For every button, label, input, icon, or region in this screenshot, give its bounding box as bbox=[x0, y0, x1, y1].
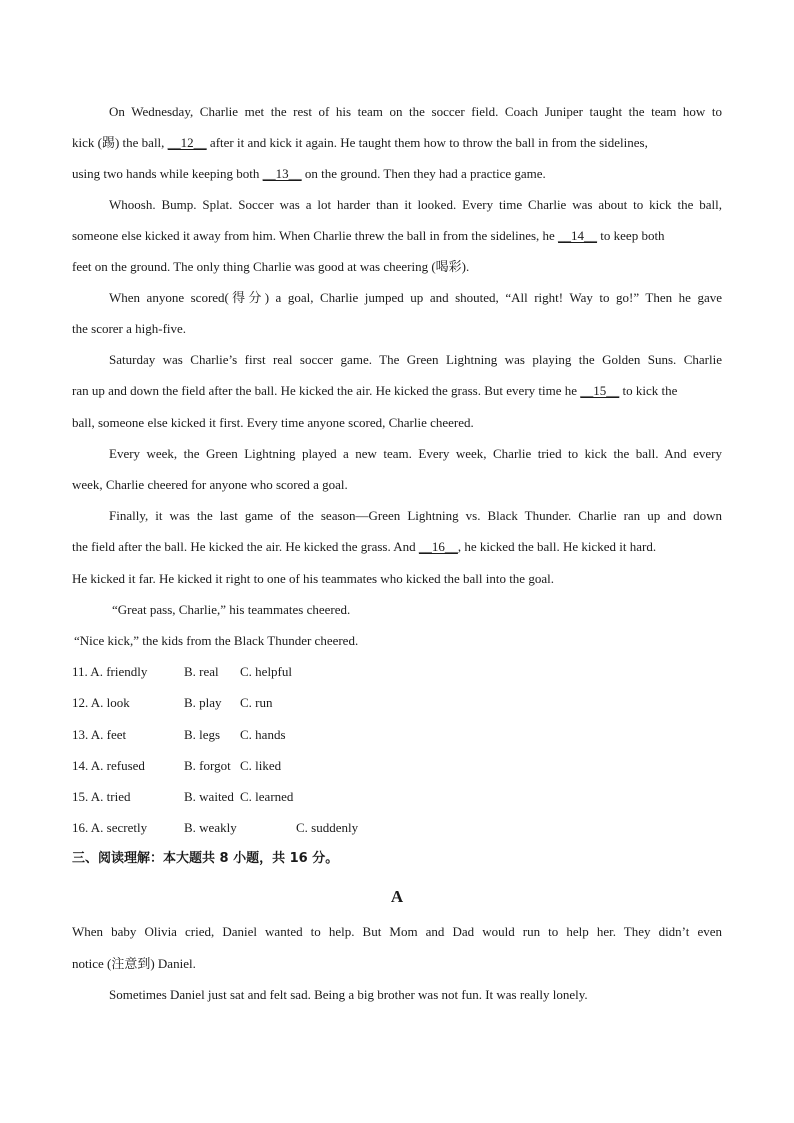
option-a: 12. A. look bbox=[72, 695, 130, 710]
quote-line: “Great pass, Charlie,” his teammates cheered. bbox=[112, 602, 351, 617]
option-a: 11. A. friendly bbox=[72, 664, 148, 679]
passage-line: someone else kicked it away from him. When Charlie threw the ball in from the sidelines, he __14__ to keep both bbox=[72, 228, 665, 243]
option-a: 15. A. tried bbox=[72, 789, 131, 804]
passage-line: He kicked it far. He kicked it right to one of his teammates who kicked the ball into the goal. bbox=[72, 571, 554, 586]
option-c: C. suddenly bbox=[296, 820, 359, 835]
option-a: 16. A. secretly bbox=[72, 820, 148, 835]
blank-14: __14__ bbox=[558, 228, 598, 243]
passage-line: ball, someone else kicked it first. Every time anyone scored, Charlie cheered. bbox=[72, 415, 474, 430]
option-a: 13. A. feet bbox=[72, 727, 127, 742]
blank-12: __12__ bbox=[167, 135, 207, 150]
passage-line: notice (注意到) Daniel. bbox=[72, 956, 196, 971]
passage-line: the scorer a high-five. bbox=[72, 321, 187, 336]
blank-13: __13__ bbox=[262, 166, 302, 181]
blank-15: __15__ bbox=[580, 383, 620, 398]
passage-line: using two hands while keeping both __13__ on the ground. Then they had a practice game. bbox=[72, 166, 546, 181]
passage-line: kick (踢) the ball, __12__ after it and kick it again. He taught them how to throw the ball in from the sidelines, bbox=[72, 135, 648, 150]
passage-line: Whoosh. Bump. Splat. Soccer was a lot harder than it looked. Every time Charlie was about to kick the ball, bbox=[109, 197, 722, 212]
option-a: 14. A. refused bbox=[72, 758, 145, 773]
passage-line: ran up and down the field after the ball. He kicked the air. He kicked the grass. But every time he __15__ to kick the bbox=[72, 383, 678, 398]
passage-line: Every week, the Green Lightning played a new team. Every week, Charlie tried to kick the ball. And every bbox=[109, 446, 722, 461]
quote-line: “Nice kick,” the kids from the Black Thunder cheered. bbox=[74, 633, 359, 648]
option-c: C. run bbox=[240, 695, 273, 710]
passage-line: Saturday was Charlie’s first real soccer game. The Green Lightning was playing the Golden Suns. Charlie bbox=[109, 352, 722, 367]
option-c: C. helpful bbox=[240, 664, 292, 679]
passage-line: Sometimes Daniel just sat and felt sad. Being a big brother was not fun. It was really lonely. bbox=[109, 987, 588, 1002]
passage-line: week, Charlie cheered for anyone who scored a goal. bbox=[72, 477, 348, 492]
passage-line: On Wednesday, Charlie met the rest of his team on the soccer field. Coach Juniper taught the team how to bbox=[109, 104, 722, 119]
option-b: B. legs bbox=[184, 727, 221, 742]
option-b: B. play bbox=[184, 695, 222, 710]
option-c: C. learned bbox=[240, 789, 294, 804]
option-c: C. hands bbox=[240, 727, 286, 742]
passage-line: Finally, it was the last game of the season—Green Lightning vs. Black Thunder. Charlie ran up and down bbox=[109, 508, 722, 523]
option-b: B. waited bbox=[184, 789, 234, 804]
passage-line: When anyone scored(得分) a goal, Charlie jumped up and shouted, “All right! Way to go!” Then he gave bbox=[109, 290, 722, 305]
option-b: B. real bbox=[184, 664, 219, 679]
option-b: B. forgot bbox=[184, 758, 231, 773]
passage-title: A bbox=[390, 887, 404, 906]
option-b: B. weakly bbox=[184, 820, 237, 835]
section-heading: 三、阅读理解：本大题共 8 小题，共 16 分。 bbox=[72, 851, 339, 866]
passage-line: feet on the ground. The only thing Charlie was good at was cheering (喝彩). bbox=[72, 259, 470, 274]
passage-line: When baby Olivia cried, Daniel wanted to help. But Mom and Dad would run to help her. They didn’t even bbox=[72, 924, 722, 939]
blank-16: __16__ bbox=[418, 539, 458, 554]
option-c: C. liked bbox=[240, 758, 282, 773]
passage-line: the field after the ball. He kicked the air. He kicked the grass. And __16__, he kicked the ball. He kicked it hard. bbox=[72, 539, 657, 554]
